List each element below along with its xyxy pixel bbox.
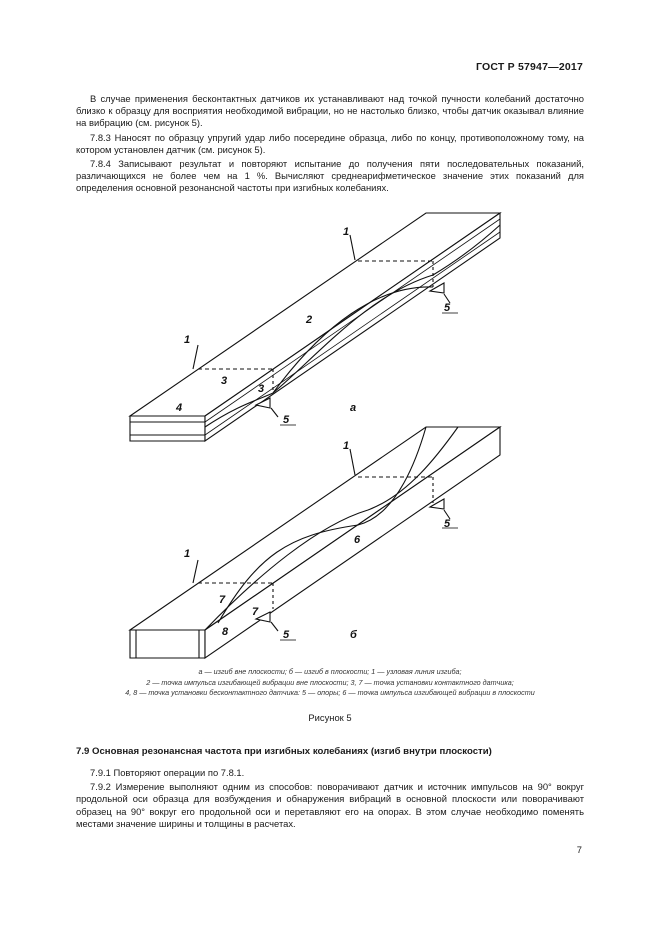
label-5: 5 bbox=[283, 629, 290, 641]
caption-line: 2 — точка импульса изгибающей вибрации вне плоскости; 3, 7 — точка установки контактного датчика; bbox=[146, 677, 514, 687]
label-5: 5 bbox=[444, 518, 451, 530]
beam-b bbox=[130, 427, 500, 658]
label-6: 6 bbox=[354, 534, 361, 546]
figure-title: Рисунок 5 bbox=[308, 712, 352, 723]
section-text bbox=[76, 767, 584, 832]
paragraph: 7.9.2 Измерение выполняют одним из способов: поворачивают датчик и источник импульсов на 90° вокруг продольной оси образца для возбуждения и обнаружения вибраций в основной плоскости или поворачивают образец на 90° вокруг его продольной оси и перетавляют его на опорах. В этом случае необходимо поменять местами значение ширины и толщины в расчетах. bbox=[76, 781, 584, 829]
label-1: 1 bbox=[184, 334, 191, 346]
beam-a bbox=[130, 213, 500, 441]
label-3: 3 bbox=[258, 383, 265, 395]
label-8: 8 bbox=[222, 626, 229, 638]
label-5: 5 bbox=[444, 302, 451, 314]
intro-text bbox=[76, 93, 584, 197]
label-1: 1 bbox=[343, 226, 350, 238]
beam-diagram bbox=[118, 205, 508, 665]
figure-tag-a: а bbox=[350, 402, 357, 414]
label-4: 4 bbox=[176, 402, 183, 414]
label-7: 7 bbox=[219, 594, 226, 606]
caption-line: а — изгиб вне плоскости; б — изгиб в плоскости; 1 — узловая линия изгиба; bbox=[198, 667, 462, 676]
caption-line: 4, 8 — точка установки бесконтактного датчика: 5 — опоры; 6 — точка импульса изгибающей вибрации в плоскости bbox=[125, 688, 535, 697]
label-3: 3 bbox=[221, 375, 228, 387]
figure-5 bbox=[118, 205, 508, 665]
label-5: 5 bbox=[283, 414, 290, 426]
figure-caption bbox=[76, 667, 584, 699]
page-number: 7 bbox=[576, 844, 582, 855]
paragraph: В случае применения бесконтактных датчиков их устанавливают над точкой пучности колебаний достаточно близко к образцу для восприятия необходимой вибрации, но не настолько близко, чтобы датчик оказывал влияние на вибрацию (см. рисунок 5). bbox=[76, 93, 584, 129]
label-7: 7 bbox=[252, 606, 259, 618]
label-2: 2 bbox=[306, 314, 313, 326]
section-heading: 7.9 Основная резонансная частота при изгибных колебаниях (изгиб внутри плоскости) bbox=[76, 746, 492, 757]
figure-tag-b: б bbox=[350, 629, 357, 641]
label-1: 1 bbox=[343, 440, 350, 452]
standard-header: ГОСТ Р 57947—2017 bbox=[475, 61, 583, 73]
paragraph: 7.8.4 Записывают результат и повторяют испытание до получения пяти последовательных показаний, различающихся не более чем на 1 %. Вычисляют среднеарифметическое значение этих показаний для определения основной резонансной частоты при изгибных колебаниях. bbox=[76, 158, 584, 194]
label-1: 1 bbox=[184, 548, 191, 560]
paragraph: 7.8.3 Наносят по образцу упругий удар либо посередине образца, либо по концу, противоположному тому, на котором установлен датчик (см. рисунок 5). bbox=[76, 131, 584, 155]
paragraph: 7.9.1 Повторяют операции по 7.8.1. bbox=[90, 767, 245, 778]
